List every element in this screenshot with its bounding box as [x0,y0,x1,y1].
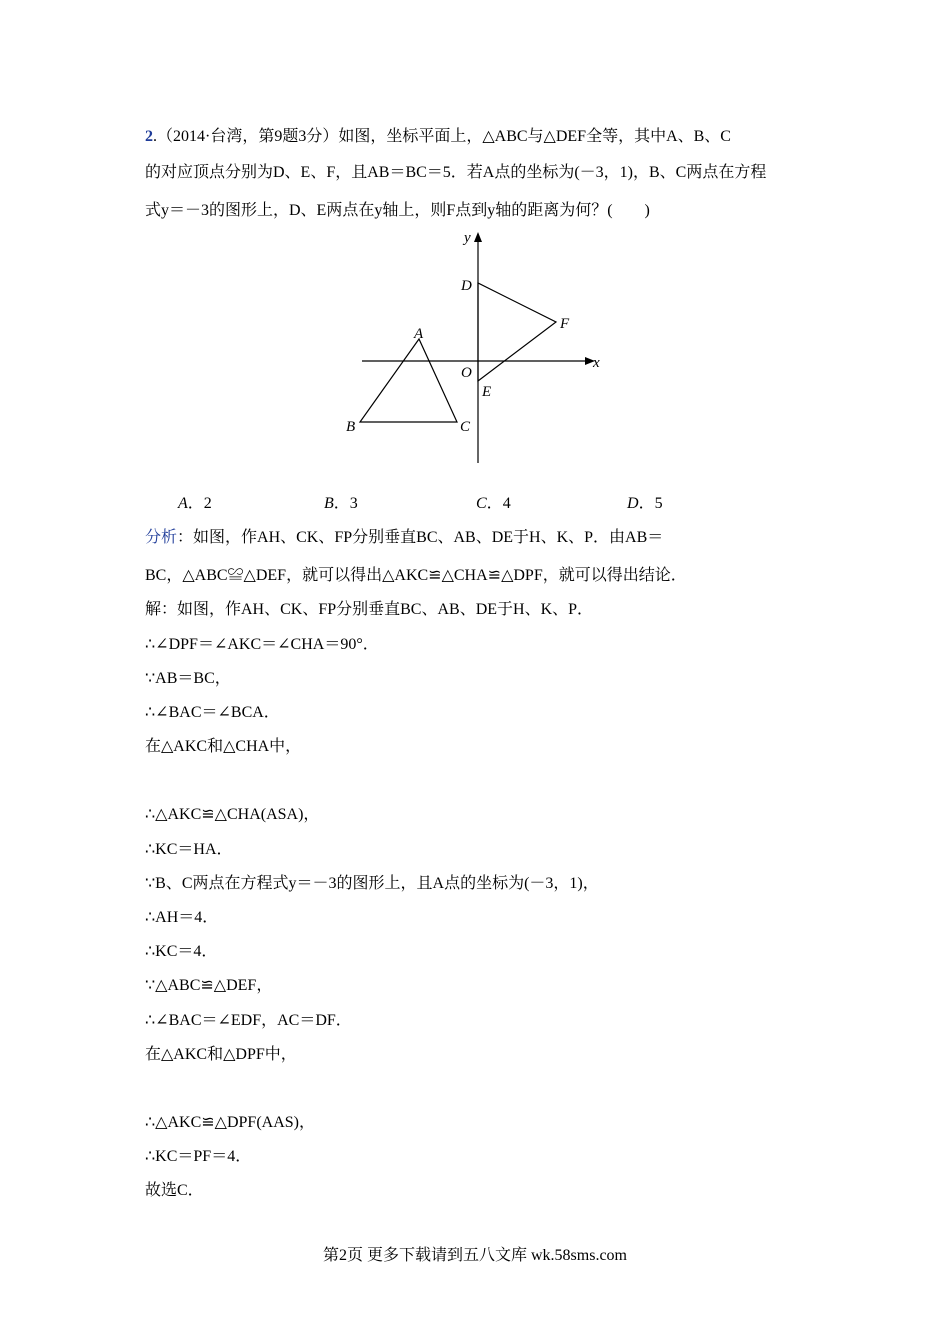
analysis-line-1-text: ：如图，作AH、CK、FP分别垂直BC、AB、DE于H、K、P．由AB＝ [177,529,664,546]
solution-line: 解：如图，作AH、CK、FP分别垂直BC、AB、DE于H、K、P． [145,601,594,618]
option-a-label: A [178,495,188,512]
solution-line: ∴KC＝HA． [145,841,233,858]
question-number: 2 [145,128,153,145]
solution-line: ∴△AKC≌△CHA(ASA)， [145,806,320,823]
page-footer: 第2页 更多下载请到五八文库 wk.58sms.com [322,1247,627,1264]
option-b-label: B [324,495,334,512]
solution-line: 故选C． [145,1182,204,1199]
origin-label: O [461,365,472,381]
solution-line: ∴∠BAC＝∠EDF，AC＝DF． [145,1012,352,1029]
solution-line: ∴KC＝PF＝4． [145,1148,252,1165]
triangle-def [478,283,556,381]
option-b-value: 3 [349,495,358,512]
analysis-line-1 [145,528,663,548]
option-d: D．5 [627,495,663,512]
solution-line: ∴△AKC≌△DPF(AAS)， [145,1114,315,1131]
analysis-label: 分析 [145,529,178,546]
solution-line: ∵△ABC≌△DEF， [145,977,273,994]
option-c-label: C [476,495,487,512]
point-d-label: D [461,278,472,294]
solution-line: ∴∠BAC＝∠BCA． [145,704,280,721]
point-c-label: C [460,419,471,435]
point-f-label: F [560,316,570,332]
point-a-label: A [414,326,424,342]
point-e-label: E [482,384,492,400]
option-b: B．3 [324,495,358,512]
question-line-1-text: .（2014·台湾，第9题3分）如图，坐标平面上，△ABC与△DEF全等，其中A、B、C [153,128,731,145]
question-line-3: 式y＝－3的图形上，D、E两点在y轴上，则F点到y轴的距离为何？( ) [145,202,650,219]
solution-line: 在△AKC和△DPF中， [145,1046,297,1063]
coordinate-figure [340,225,610,470]
option-d-label: D [627,495,639,512]
triangle-abc [360,339,457,422]
question-line-1 [145,127,731,147]
option-a-value: 2 [203,495,212,512]
option-c: C．4 [476,495,511,512]
option-a: A．2 [178,495,212,512]
question-line-2: 的对应顶点分别为D、E、F，且AB＝BC＝5．若A点的坐标为(－3，1)，B、C两点在方程 [145,164,767,181]
solution-line: ∴AH＝4． [145,909,219,926]
y-axis-arrow [474,232,482,242]
solution-line: ∴∠DPF＝∠AKC＝∠CHA＝90°． [145,636,379,653]
point-b-label: B [346,419,356,435]
solution-line: ∵AB＝BC， [145,670,231,687]
y-axis-label: y [464,230,471,246]
solution-line: 在△AKC和△CHA中， [145,738,302,755]
x-axis-label: x [593,355,600,371]
option-d-value: 5 [654,495,663,512]
solution-line: ∵B、C两点在方程式y＝－3的图形上，且A点的坐标为(－3，1)， [145,875,599,892]
solution-line: ∴KC＝4． [145,943,218,960]
option-c-value: 4 [502,495,511,512]
analysis-line-2: BC，△ABC≌△DEF，就可以得出△AKC≌△CHA≌△DPF，就可以得出结论． [145,567,687,584]
